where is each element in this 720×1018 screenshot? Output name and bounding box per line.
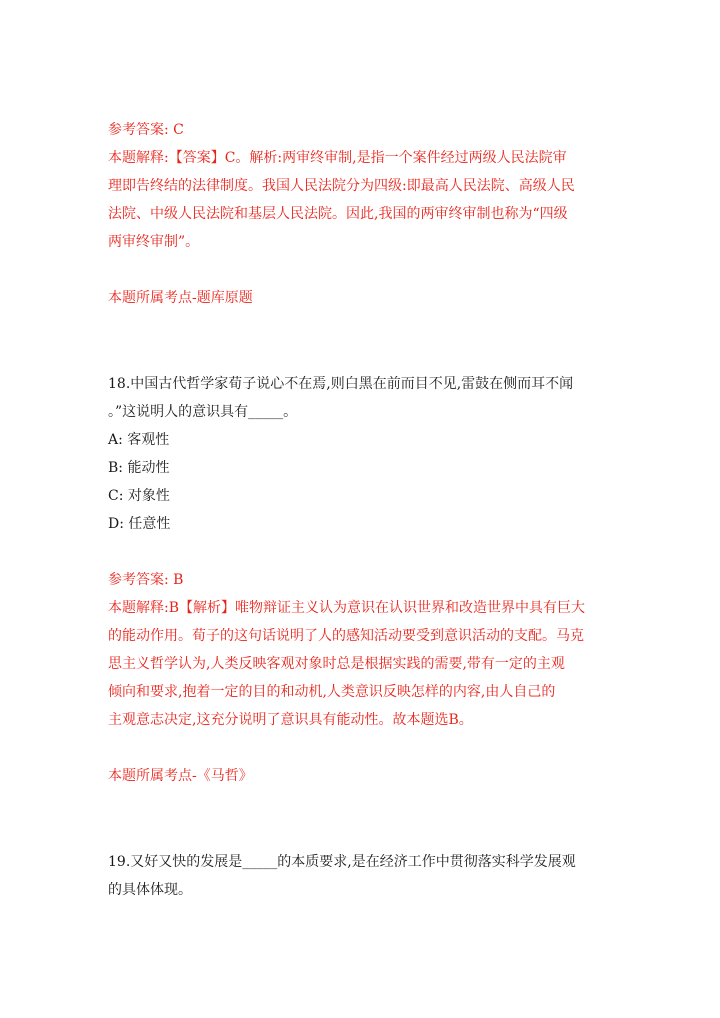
q17-topic: 本题所属考点-题库原题: [108, 290, 253, 306]
q19-question-line-2: 的具体体现。: [108, 882, 192, 898]
q17-explanation-line-1: 本题解释:【答案】C。解析:两审终审制,是指一个案件经过两级人民法院审: [108, 150, 567, 166]
q18-topic: 本题所属考点-《马哲》: [108, 768, 253, 784]
q18-option-c: C: 对象性: [108, 488, 170, 504]
q17-explanation-line-4: 两审终审制”。: [108, 234, 200, 250]
q17-explanation-line-2: 理即告终结的法律制度。我国人民法院分为四级:即最高人民法院、高级人民: [108, 178, 575, 194]
q18-question-line-1: 18.中国古代哲学家荀子说心不在焉,则白黑在前而目不见,雷鼓在侧而耳不闻: [108, 376, 574, 392]
q18-option-b: B: 能动性: [108, 460, 170, 476]
q18-answer: 参考答案: B: [108, 572, 184, 588]
q18-explanation-line-1: 本题解释:B【解析】唯物辩证主义认为意识在认识世界和改造世界中具有巨大: [108, 600, 586, 616]
q18-option-a: A: 客观性: [108, 432, 170, 448]
q18-option-d: D: 任意性: [108, 516, 171, 532]
q17-answer: 参考答案: C: [108, 122, 184, 138]
q17-explanation-line-3: 法院、中级人民法院和基层人民法院。因此,我国的两审终审制也称为“四级: [108, 206, 568, 222]
q18-explanation-line-2: 的能动作用。荀子的这句话说明了人的感知活动要受到意识活动的支配。马克: [108, 628, 584, 644]
q18-explanation-line-4: 倾向和要求,抱着一定的目的和动机,人类意识反映怎样的内容,由人自己的: [108, 684, 556, 700]
q18-question-line-2: 。”这说明人的意识具有_____。: [108, 404, 298, 420]
q18-explanation-line-3: 思主义哲学认为,人类反映客观对象时总是根据实践的需要,带有一定的主观: [108, 656, 565, 672]
q18-explanation-line-5: 主观意志决定,这充分说明了意识具有能动性。故本题选B。: [108, 712, 473, 728]
q19-question-line-1: 19.又好又快的发展是_____的本质要求,是在经济工作中贯彻落实科学发展观: [108, 854, 576, 870]
